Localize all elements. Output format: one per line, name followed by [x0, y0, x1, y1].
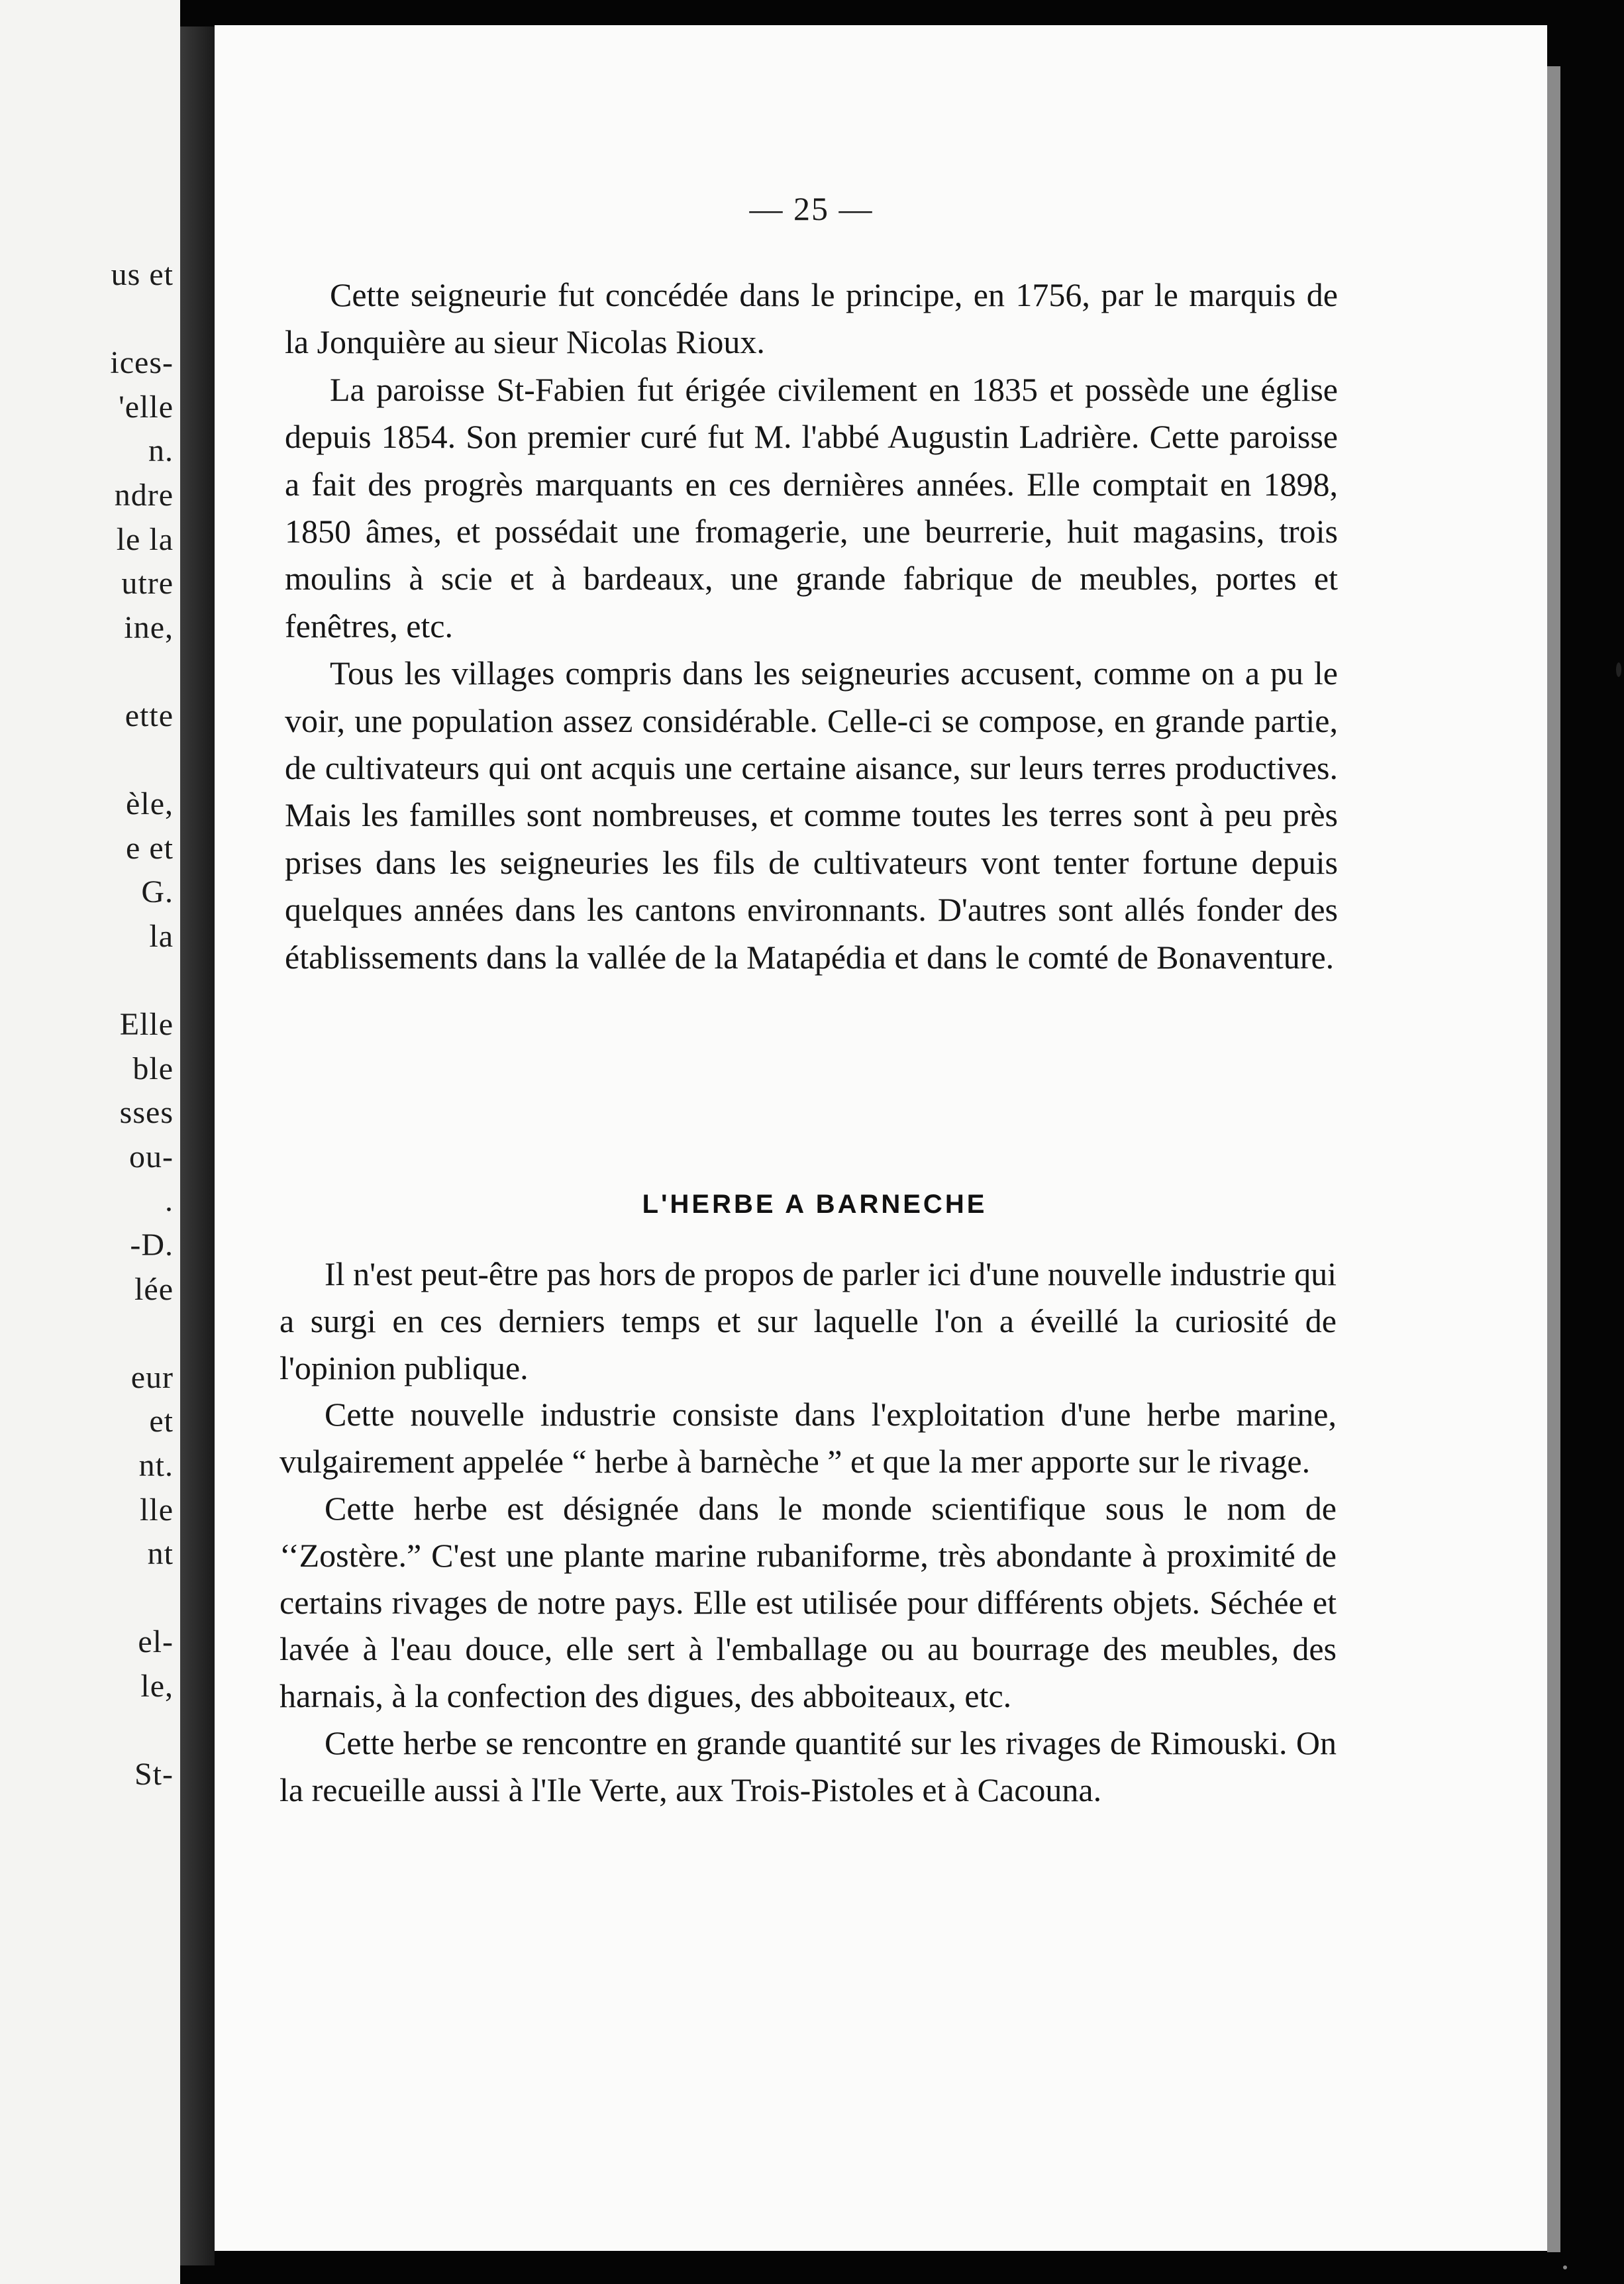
body-text-section-2 [279, 1251, 1337, 1814]
paragraph: Il n'est peut-être pas hors de propos de parler ici d'une nouvelle industrie qui a surgi en ces derniers temps et sur laquelle l'on a éveillé la curiosité de l'opinion publique. [279, 1255, 1337, 1386]
left-line: e et [126, 830, 174, 866]
left-line: -D. [130, 1227, 174, 1263]
left-page-text [1, 253, 174, 1797]
left-line: eur [130, 1359, 174, 1395]
left-line: ette [125, 698, 174, 733]
left-line: ndre [114, 477, 174, 513]
left-line: sses [119, 1095, 174, 1131]
paragraph: Cette herbe se rencontre en grande quantité sur les rivages de Rimouski. On la recueille aussi à l'Ile Verte, aux Trois-Pistoles et à Cacouna. [279, 1724, 1337, 1808]
paragraph: Cette nouvelle industrie consiste dans l'exploitation d'une herbe marine, vulgairement appelée “ herbe à barnèche ” et que la mer apporte sur le rivage. [279, 1396, 1337, 1480]
paragraph: La paroisse St-Fabien fut érigée civilement en 1835 et possède une église depuis 1854. Son premier curé fut M. l'abbé Augustin Ladrière. Cette paroisse a fait des progrès marquants en ces dernières années. Elle comptait en 1898, 1850 âmes, et possédait une fromagerie, une beurrerie, huit magasins, trois moulins à scie et à bardeaux, une grande fabrique de meubles, portes et fenêtres, etc. [285, 370, 1338, 645]
left-line: ine, [124, 609, 174, 645]
left-line [1, 959, 174, 1004]
left-line: Elle [119, 1007, 174, 1043]
page-edge [1547, 66, 1560, 2252]
left-page [0, 0, 180, 2284]
left-line: n. [148, 433, 174, 469]
left-line: et [149, 1404, 174, 1439]
left-line: . [165, 1183, 174, 1219]
left-line: G. [141, 874, 174, 910]
left-line: ices- [110, 345, 174, 381]
left-line [1, 650, 174, 694]
left-line: le la [116, 521, 174, 557]
page-number: — 25 — [749, 190, 874, 227]
left-line: 'elle [119, 389, 174, 425]
left-line [1, 739, 174, 783]
paragraph: Cette herbe est désignée dans le monde scientifique sous le nom de ‘‘Zostère.” C'est une plante marine rubaniforme, très abondante à proximité de certains rivages de notre pays. Elle est utilisée pour différents objets. Séchée et lavée à l'eau douce, elle sert à l'emballage ou au bourrage des meubles, des harnais, à la confection des digues, des abboiteaux, etc. [279, 1489, 1337, 1715]
paragraph: Cette seigneurie fut concédée dans le principe, en 1756, par le marquis de la Jonquière au sieur Nicolas Rioux. [285, 276, 1338, 361]
body-text-section-1 [285, 272, 1338, 981]
section-heading: L'HERBE A BARNECHE [642, 1190, 988, 1219]
scan-speck [1616, 662, 1621, 677]
left-line: St- [134, 1757, 174, 1792]
left-line: ou- [129, 1139, 174, 1174]
left-line: el- [138, 1624, 174, 1660]
left-line [1, 1312, 174, 1356]
left-line [1, 297, 174, 342]
left-line [1, 1709, 174, 1753]
left-line: la [149, 918, 174, 954]
left-line: lée [134, 1271, 174, 1307]
left-line: utre [121, 566, 174, 601]
scan-speck [1563, 2265, 1567, 2269]
left-line: nt. [138, 1448, 174, 1484]
left-line: lle [140, 1492, 174, 1528]
paragraph: Tous les villages compris dans les seigneuries accusent, comme on a pu le voir, une population assez considérable. Celle-ci se compose, en grande partie, de cultivateurs qui ont acquis une certaine aisance, sur leurs terres productives. Mais les familles sont nombreuses, et comme toutes les terres sont à peu près prises dans les seigneuries les fils de cultivateurs vont tenter fortune depuis quelques années dans les cantons environnants. D'autres sont allés fonder des établissements dans la vallée de la Matapédia et dans le comté de Bonaventure. [285, 654, 1338, 976]
left-line: us et [111, 257, 174, 292]
left-line: èle, [126, 786, 174, 822]
left-line: ble [132, 1051, 174, 1086]
left-line: nt [147, 1536, 174, 1572]
left-line [1, 1577, 174, 1621]
book-gutter [180, 26, 215, 2265]
left-line: le, [140, 1669, 174, 1704]
